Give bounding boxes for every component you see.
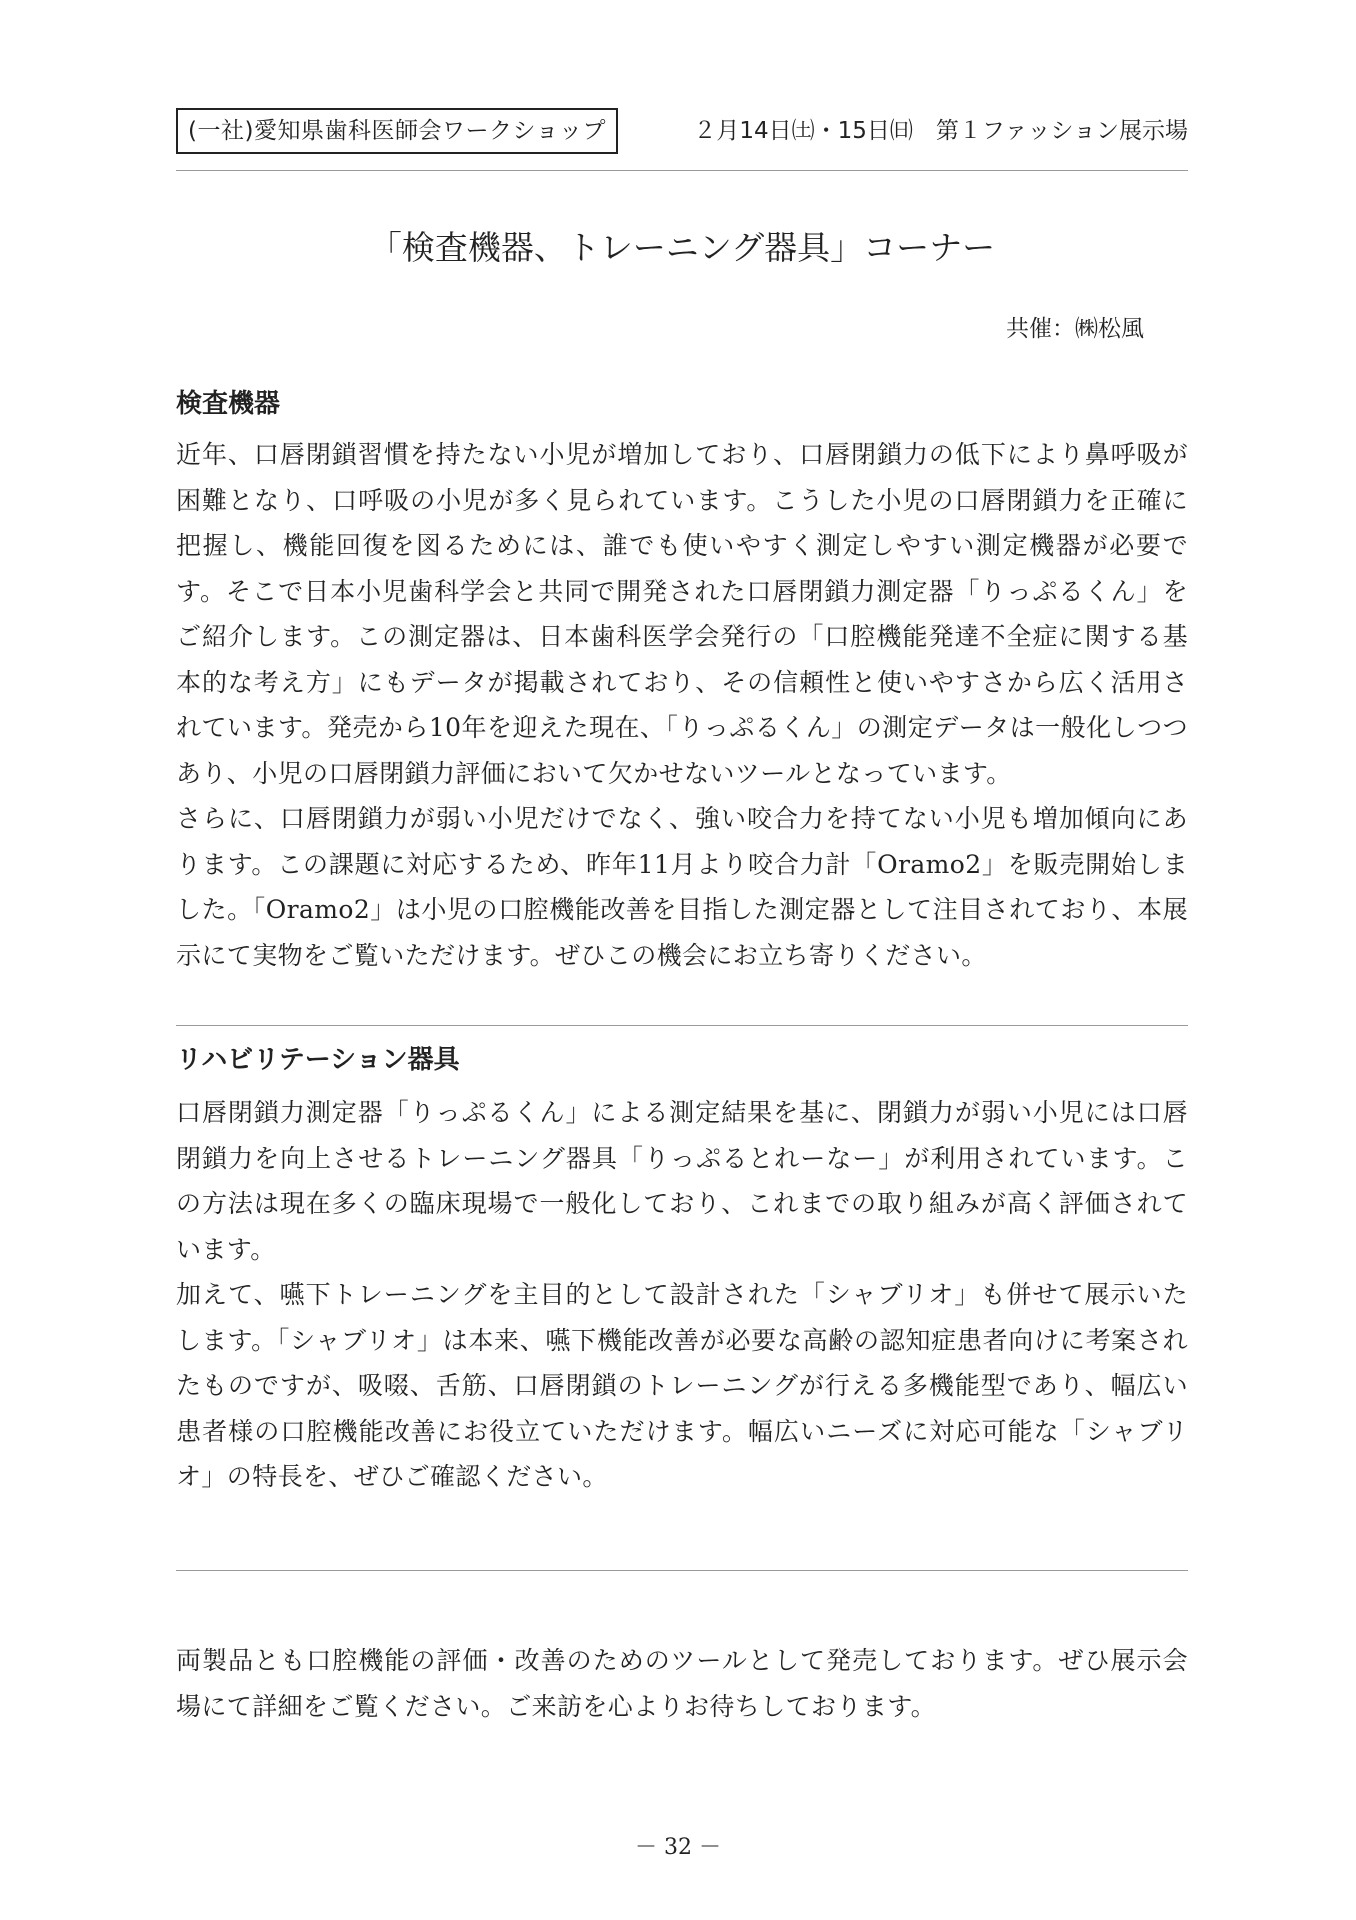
section-heading-rehabilitation: リハビリテーション器具 xyxy=(176,1045,460,1075)
closing-text xyxy=(176,1638,1188,1729)
page-title: 「検査機器、トレーニング器具」コーナー xyxy=(368,228,996,267)
header-divider xyxy=(176,170,1188,171)
section-divider xyxy=(176,1025,1188,1026)
organizer-label: (一社)愛知県歯科医師会ワークショップ xyxy=(176,108,618,154)
paragraph: 加えて、嚥下トレーニングを主目的として設計された「シャブリオ」も併せて展示いたします。「シャブリオ」は本来、嚥下機能改善が必要な高齢の認知症患者向けに考案されたものですが、吸啜、舌筋、口唇閉鎖のトレーニングが行える多機能型であり、幅広い患者様の口腔機能改善にお役立ていただけます。幅広いニーズに対応可能な「シャブリオ」の特長を、ぜひご確認ください。 xyxy=(176,1280,1188,1491)
section-divider xyxy=(176,1570,1188,1571)
paragraph: 近年、口唇閉鎖習慣を持たない小児が増加しており、口唇閉鎖力の低下により鼻呼吸が困難となり、口呼吸の小児が多く見られています。こうした小児の口唇閉鎖力を正確に把握し、機能回復を図るためには、誰でも使いやすく測定しやすい測定機器が必要です。そこで日本小児歯科学会と共同で開発された口唇閉鎖力測定器「りっぷるくん」をご紹介します。この測定器は、日本歯科医学会発行の「口腔機能発達不全症に関する基本的な考え方」にもデータが掲載されており、その信頼性と使いやすさから広く活用されています。発売から10年を迎えた現在、「りっぷるくん」の測定データは一般化しつつあり、小児の口唇閉鎖力評価において欠かせないツールとなっています。 xyxy=(176,440,1188,788)
page-header xyxy=(176,108,1188,160)
section-body-inspection xyxy=(176,432,1188,978)
paragraph: 両製品とも口腔機能の評価・改善のためのツールとして発売しております。ぜひ展示会場にて詳細をご覧ください。ご来訪を心よりお待ちしております。 xyxy=(176,1646,1188,1721)
event-schedule: ２月14日㈯・15日㈰ 第１ファッション展示場 xyxy=(693,118,1188,144)
paragraph: 口唇閉鎖力測定器「りっぷるくん」による測定結果を基に、閉鎖力が弱い小児には口唇閉鎖力を向上させるトレーニング器具「りっぷるとれーなー」が利用されています。この方法は現在多くの臨床現場で一般化しており、これまでの取り組みが高く評価されています。 xyxy=(176,1098,1188,1264)
page-number: － 32 － xyxy=(635,1835,721,1860)
section-heading-inspection: 検査機器 xyxy=(176,389,281,419)
paragraph: さらに、口唇閉鎖力が弱い小児だけでなく、強い咬合力を持てない小児も増加傾向にあります。この課題に対応するため、昨年11月より咬合力計「Oramo2」を販売開始しました。「Oramo2」は小児の口腔機能改善を目指した測定器として注目されており、本展示にて実物をご覧いただけます。ぜひこの機会にお立ち寄りください。 xyxy=(176,804,1188,970)
section-body-rehabilitation xyxy=(176,1090,1188,1500)
sponsor-line: 共催：㈱松風 xyxy=(1006,316,1144,342)
